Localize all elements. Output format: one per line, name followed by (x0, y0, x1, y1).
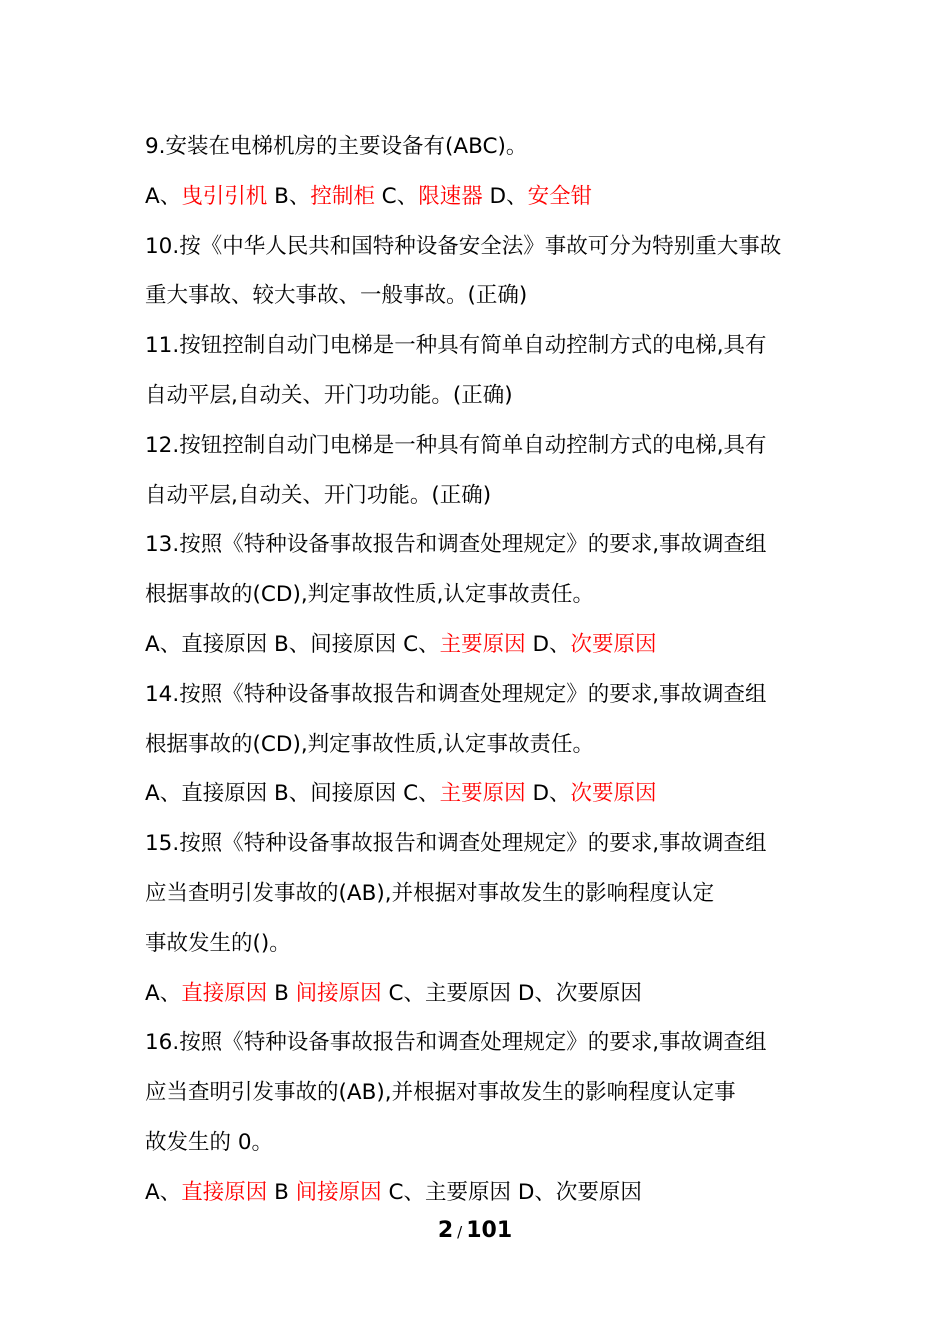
text-segment: D、 (525, 781, 571, 807)
text-segment: 应当查明引发事故的(AB),并根据对事故发生的影响程度认定 (145, 880, 715, 906)
answer-option-highlight: 安全钳 (527, 183, 593, 209)
text-line (145, 620, 845, 670)
text-line (145, 222, 845, 272)
answer-option-highlight: 次要原因 (570, 631, 657, 657)
text-line (145, 471, 845, 521)
text-segment: B、 (267, 183, 311, 209)
text-segment: B (267, 980, 296, 1006)
text-segment: C、主要原因 D、次要原因 (381, 980, 642, 1006)
page-separator: / (457, 1223, 463, 1241)
page-number (0, 1218, 950, 1243)
text-segment: D、 (482, 183, 528, 209)
text-line (145, 670, 845, 720)
text-line (145, 122, 845, 172)
text-line (145, 421, 845, 471)
text-segment: 9.安装在电梯机房的主要设备有(ABC)。 (145, 134, 528, 159)
text-line (145, 271, 845, 321)
answer-option-highlight: 间接原因 (295, 1179, 382, 1205)
text-segment: 应当查明引发事故的(AB),并根据对事故发生的影响程度认定事 (145, 1080, 736, 1106)
text-line (145, 1068, 845, 1118)
text-line (145, 919, 845, 969)
text-segment: 12.按钮控制自动门电梯是一种具有简单自动控制方式的电梯,具有 (145, 432, 767, 458)
text-segment: A、 (145, 980, 182, 1006)
text-segment: 13.按照《特种设备事故报告和调查处理规定》的要求,事故调查组 (145, 532, 767, 558)
text-segment: 重大事故、较大事故、一般事故。(正确) (145, 283, 528, 309)
text-segment: 根据事故的(CD),判定事故性质,认定事故责任。 (145, 582, 595, 608)
answer-option-highlight: 限速器 (418, 183, 483, 209)
text-segment: 自动平层,自动关、开门功功能。(正确) (145, 382, 513, 408)
text-line (145, 1018, 845, 1068)
text-segment: A、直接原因 B、间接原因 C、 (145, 631, 440, 657)
answer-option-highlight: 次要原因 (570, 781, 657, 807)
text-segment: 11.按钮控制自动门电梯是一种具有简单自动控制方式的电梯,具有 (145, 333, 767, 359)
text-line (145, 371, 845, 421)
text-segment: 自动平层,自动关、开门功能。(正确) (145, 482, 492, 508)
text-segment: 16.按照《特种设备事故报告和调查处理规定》的要求,事故调查组 (145, 1030, 767, 1056)
text-segment: 根据事故的(CD),判定事故性质,认定事故责任。 (145, 731, 595, 757)
text-segment: C、主要原因 D、次要原因 (381, 1179, 642, 1205)
answer-option-highlight: 直接原因 (181, 980, 268, 1006)
text-line (145, 969, 845, 1019)
text-line (145, 520, 845, 570)
text-line (145, 1118, 845, 1168)
text-segment: D、 (525, 631, 571, 657)
answer-option-highlight: 控制柜 (310, 183, 375, 209)
text-line (145, 819, 845, 869)
current-page: 2 (437, 1218, 454, 1243)
answer-option-highlight: 间接原因 (295, 980, 382, 1006)
text-segment: B (267, 1179, 296, 1205)
text-line (145, 720, 845, 770)
text-segment: A、 (145, 183, 182, 209)
answer-option-highlight: 主要原因 (439, 781, 526, 807)
text-line (145, 172, 845, 222)
text-segment: A、直接原因 B、间接原因 C、 (145, 781, 440, 807)
text-line (145, 769, 845, 819)
answer-option-highlight: 曳引引机 (181, 183, 268, 209)
text-segment: 14.按照《特种设备事故报告和调查处理规定》的要求,事故调查组 (145, 681, 767, 707)
text-segment: 15.按照《特种设备事故报告和调查处理规定》的要求,事故调查组 (145, 831, 767, 857)
text-segment: C、 (374, 183, 419, 209)
answer-option-highlight: 直接原因 (181, 1179, 268, 1205)
text-line (145, 1168, 845, 1218)
text-line (145, 321, 845, 371)
text-line (145, 570, 845, 620)
document-body (145, 122, 845, 1218)
text-segment: 事故发生的()。 (145, 930, 291, 956)
total-pages: 101 (466, 1218, 513, 1243)
answer-option-highlight: 主要原因 (439, 631, 526, 657)
text-segment: 故发生的 0。 (145, 1129, 274, 1155)
text-segment: A、 (145, 1179, 182, 1205)
text-segment: 10.按《中华人民共和国特种设备安全法》事故可分为特别重大事故 (145, 233, 782, 259)
text-line (145, 869, 845, 919)
